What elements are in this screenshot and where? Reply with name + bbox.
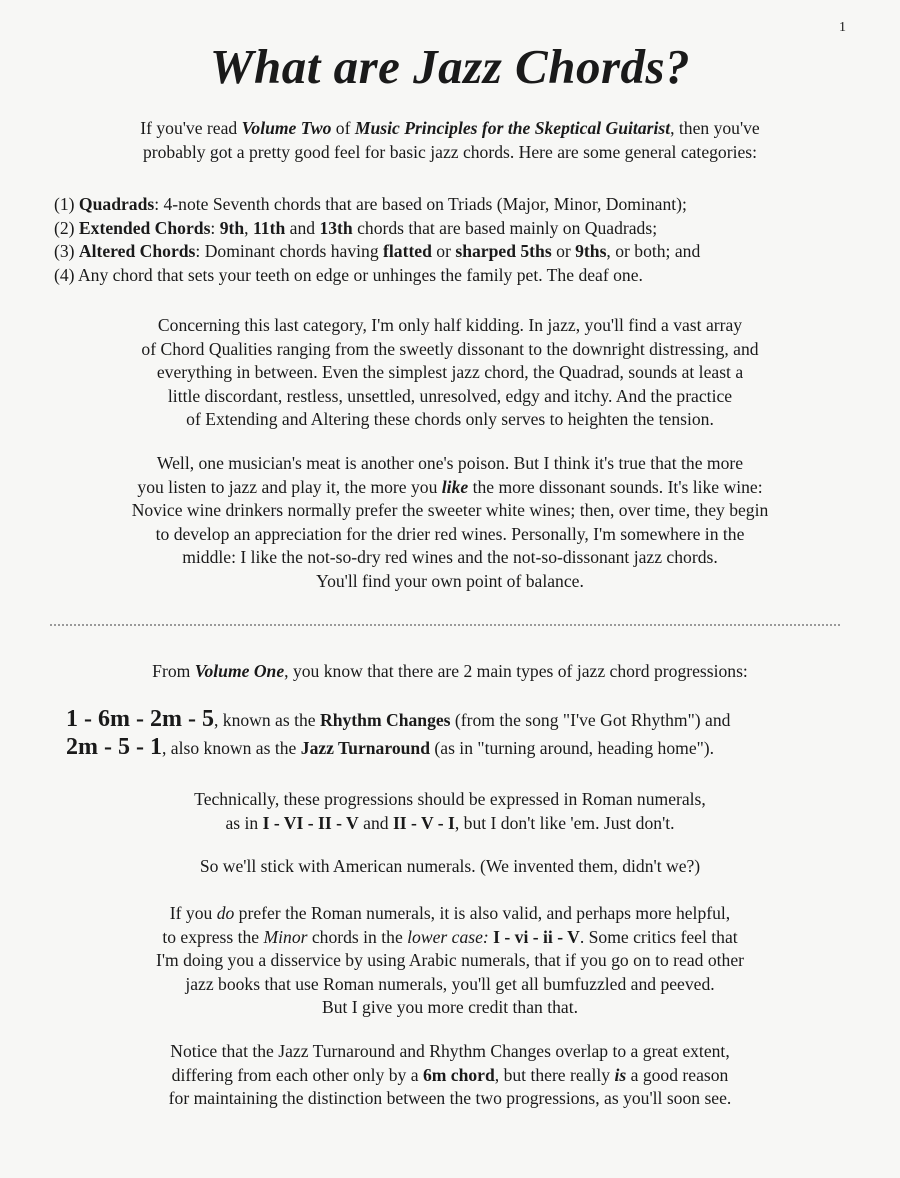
- category-item-2: (2) Extended Chords: 9th, 11th and 13th chords that are based mainly on Quadrads;: [54, 217, 658, 238]
- intro-paragraph: [40, 117, 860, 164]
- text-line: But I give you more credit than that.: [321, 997, 579, 1017]
- progression-jazz-turnaround: 2m - 5 - 1, also known as the Jazz Turnaround (as in "turning around, heading home").: [66, 734, 715, 760]
- text-line: to develop an appreciation for the drier red wines. Personally, I'm somewhere in the: [155, 523, 745, 544]
- text-line: differing from each other only by a 6m chord, but there really is a good reason: [171, 1064, 729, 1085]
- text-line: Notice that the Jazz Turnaround and Rhythm Changes overlap to a great extent,: [170, 1041, 730, 1061]
- text-line: of Chord Qualities ranging from the sweetly dissonant to the downright distressing, and: [141, 338, 759, 359]
- text-line: of Extending and Altering these chords only serves to heighten the tension.: [186, 409, 714, 429]
- text-line: So we'll stick with American numerals. (We invented them, didn't we?): [199, 856, 701, 876]
- text-line: Novice wine drinkers normally prefer the sweeter white wines; then, over time, they begin: [131, 500, 769, 520]
- text-line: for maintaining the distinction between the two progressions, as you'll soon see.: [168, 1088, 732, 1108]
- progression-numerals: 1 - 6m - 2m - 5: [66, 706, 214, 732]
- paragraph-progressions-intro: [40, 660, 860, 684]
- page-title: What are Jazz Chords?: [209, 39, 691, 94]
- dotted-divider: [50, 624, 840, 626]
- text-line: you listen to jazz and play it, the more you like the more dissonant sounds. It's like wine:: [137, 476, 763, 497]
- paragraph-roman-valid: [40, 902, 860, 1020]
- text-line: If you do prefer the Roman numerals, it is also valid, and perhaps more helpful,: [169, 903, 731, 923]
- text-line: middle: I like the not-so-dry red wines and the not-so-dissonant jazz chords.: [182, 547, 718, 567]
- text-line: everything in between. Even the simplest jazz chord, the Quadrad, sounds at least a: [156, 362, 744, 382]
- progression-numerals: 2m - 5 - 1: [66, 734, 162, 760]
- paragraph-roman-numerals: [40, 788, 860, 835]
- text-line: I'm doing you a disservice by using Arabic numerals, that if you go on to read other: [155, 950, 745, 970]
- paragraph-overlap: [40, 1040, 860, 1111]
- intro-line-2: probably got a pretty good feel for basic jazz chords. Here are some general categories:: [142, 141, 758, 162]
- text-line: jazz books that use Roman numerals, you'll get all bumfuzzled and peeved.: [185, 973, 715, 994]
- category-item-3: (3) Altered Chords: Dominant chords having flatted or sharped 5ths or 9ths, or both; and: [54, 241, 701, 261]
- text-line: as in I - VI - II - V and II - V - I, but I don't like 'em. Just don't.: [225, 812, 675, 833]
- text-line: Concerning this last category, I'm only half kidding. In jazz, you'll find a vast array: [157, 315, 743, 335]
- category-item-4: (4) Any chord that sets your teeth on edge or unhinges the family pet. The deaf one.: [54, 264, 643, 285]
- paragraph-american-numerals: [40, 855, 860, 879]
- intro-line-1: If you've read Volume Two of Music Principles for the Skeptical Guitarist, then you've: [140, 118, 760, 138]
- paragraph-wine: [40, 452, 860, 593]
- text-line: From Volume One, you know that there are 2 main types of jazz chord progressions:: [152, 661, 748, 681]
- category-item-1: (1) Quadrads: 4-note Seventh chords that are based on Triads (Major, Minor, Dominant);: [54, 194, 687, 214]
- category-list: [54, 193, 860, 287]
- progression-rhythm-changes: 1 - 6m - 2m - 5, known as the Rhythm Changes (from the song "I've Got Rhythm") and: [66, 706, 731, 732]
- page-number: 1: [839, 20, 846, 35]
- text-line: Technically, these progressions should be expressed in Roman numerals,: [194, 789, 706, 809]
- text-line: You'll find your own point of balance.: [316, 570, 584, 591]
- text-line: Well, one musician's meat is another one's poison. But I think it's true that the more: [156, 453, 744, 473]
- text-line: to express the Minor chords in the lower case: I - vi - ii - V. Some critics feel that: [162, 926, 738, 947]
- text-line: little discordant, restless, unsettled, unresolved, edgy and itchy. And the practice: [167, 385, 733, 406]
- paragraph-dissonance: [40, 314, 860, 432]
